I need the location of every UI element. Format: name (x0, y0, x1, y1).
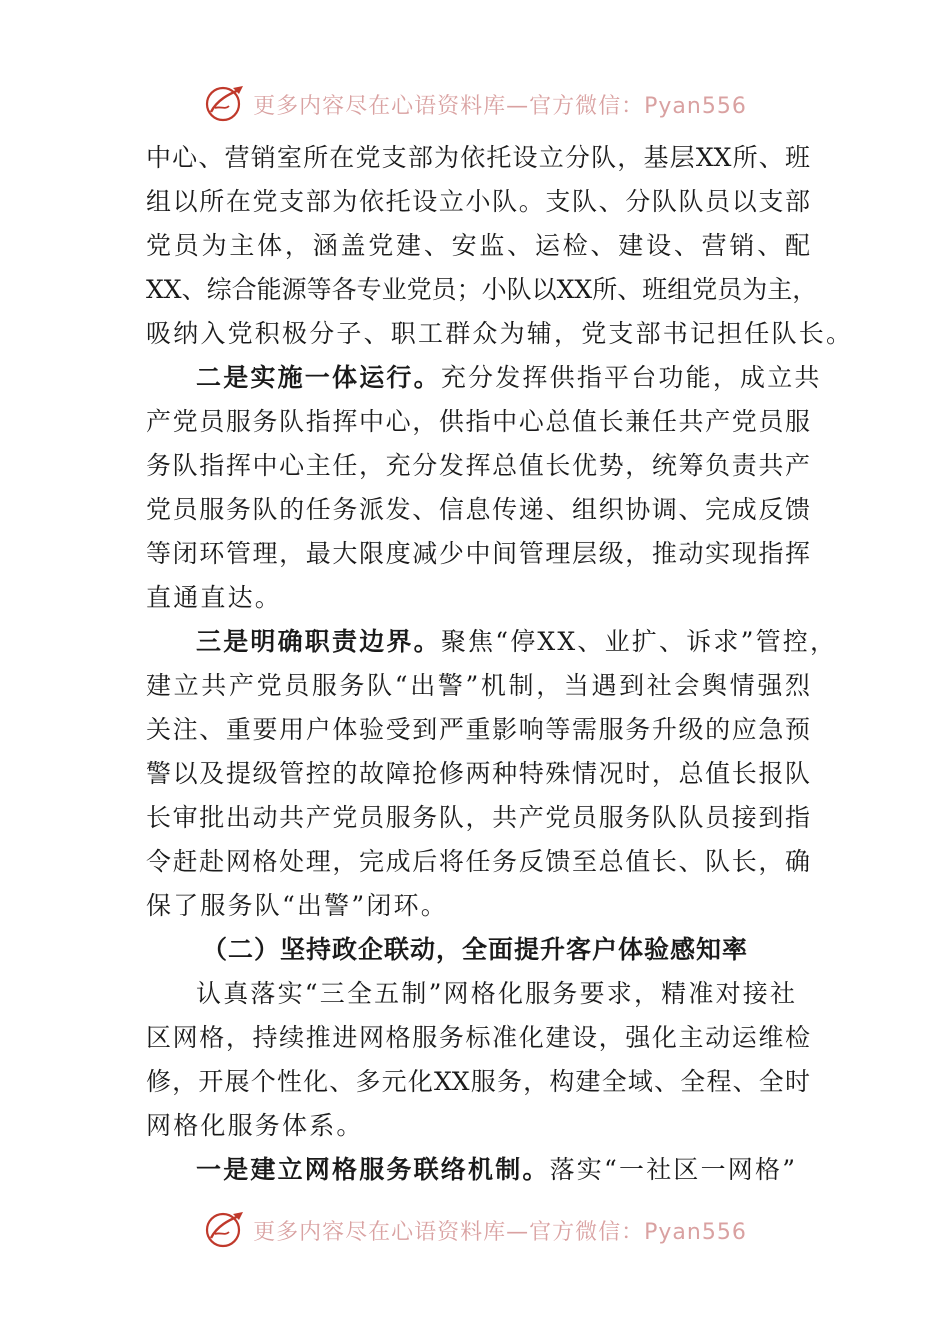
paragraph-start-line (146, 356, 822, 400)
body-line: 产党员服务队指挥中心，供指中心总值长兼任共产党员服 (146, 407, 810, 436)
watermark-text: 更多内容尽在心语资料库—官方微信：Pyan556 (253, 1219, 747, 1245)
body-text: 聚焦“停XX、业扩、诉求”管控， (440, 627, 838, 656)
body-line: XX、综合能源等各专业党员；小队以XX所、班组党员为主， (146, 275, 818, 304)
body-text: 充分发挥供指平台功能，成立共 (440, 363, 822, 392)
document-body (146, 136, 854, 1192)
footer-watermark (0, 1206, 950, 1254)
body-line: 建立共产党员服务队“出警”机制，当遇到社会舆情强烈 (146, 671, 810, 700)
body-line: 修，开展个性化、多元化XX服务，构建全域、全程、全时 (146, 1067, 810, 1096)
bold-lead: 一是建立网格服务联络机制。 (196, 1155, 550, 1184)
body-line: 保了服务队“出警”闭环。 (146, 891, 448, 920)
body-line: 党员为主体，涵盖党建、安监、运检、建设、营销、配 (146, 231, 810, 260)
body-line: 中心、营销室所在党支部为依托设立分队，基层XX所、班 (146, 143, 810, 172)
body-line: 组以所在党支部为依托设立小队。支队、分队队员以支部 (146, 187, 810, 216)
section-heading: （二）坚持政企联动，全面提升客户体验感知率 (202, 935, 749, 964)
bold-lead: 二是实施一体运行。 (196, 363, 441, 392)
body-line: 警以及提级管控的故障抢修两种特殊情况时，总值长报队 (146, 759, 810, 788)
paragraph-start-line (146, 1148, 810, 1192)
body-line: 网格化服务体系。 (146, 1111, 364, 1140)
bold-lead: 三是明确职责边界。 (196, 627, 441, 656)
body-line: 区网格，持续推进网格服务标准化建设，强化主动运维检 (146, 1023, 810, 1052)
header-watermark (0, 80, 950, 128)
body-line: 吸纳入党积极分子、职工群众为辅，党支部书记担任队长。 (146, 319, 854, 348)
body-line: 令赶赴网格处理，完成后将任务反馈至总值长、队长，确 (146, 847, 810, 876)
body-line: 党员服务队的任务派发、信息传递、组织协调、完成反馈 (146, 495, 810, 524)
body-text: 落实“一社区一网格” (549, 1155, 798, 1184)
body-line: 等闭环管理，最大限度减少中间管理层级，推动实现指挥 (146, 539, 810, 568)
body-line: 直通直达。 (146, 583, 283, 612)
body-line: 务队指挥中心主任，充分发挥总值长优势，统筹负责共产 (146, 451, 810, 480)
pen-swirl-logo-icon (203, 1208, 247, 1252)
body-line: 关注、重要用户体验受到严重影响等需服务升级的应急预 (146, 715, 810, 744)
pen-swirl-logo-icon (203, 82, 247, 126)
body-line: 长审批出动共产党员服务队，共产党员服务队队员接到指 (146, 803, 810, 832)
paragraph-start-line (146, 620, 838, 664)
paragraph-start-line: 认真落实“三全五制”网格化服务要求，精准对接社 (196, 979, 798, 1008)
watermark-text: 更多内容尽在心语资料库—官方微信：Pyan556 (253, 93, 747, 119)
